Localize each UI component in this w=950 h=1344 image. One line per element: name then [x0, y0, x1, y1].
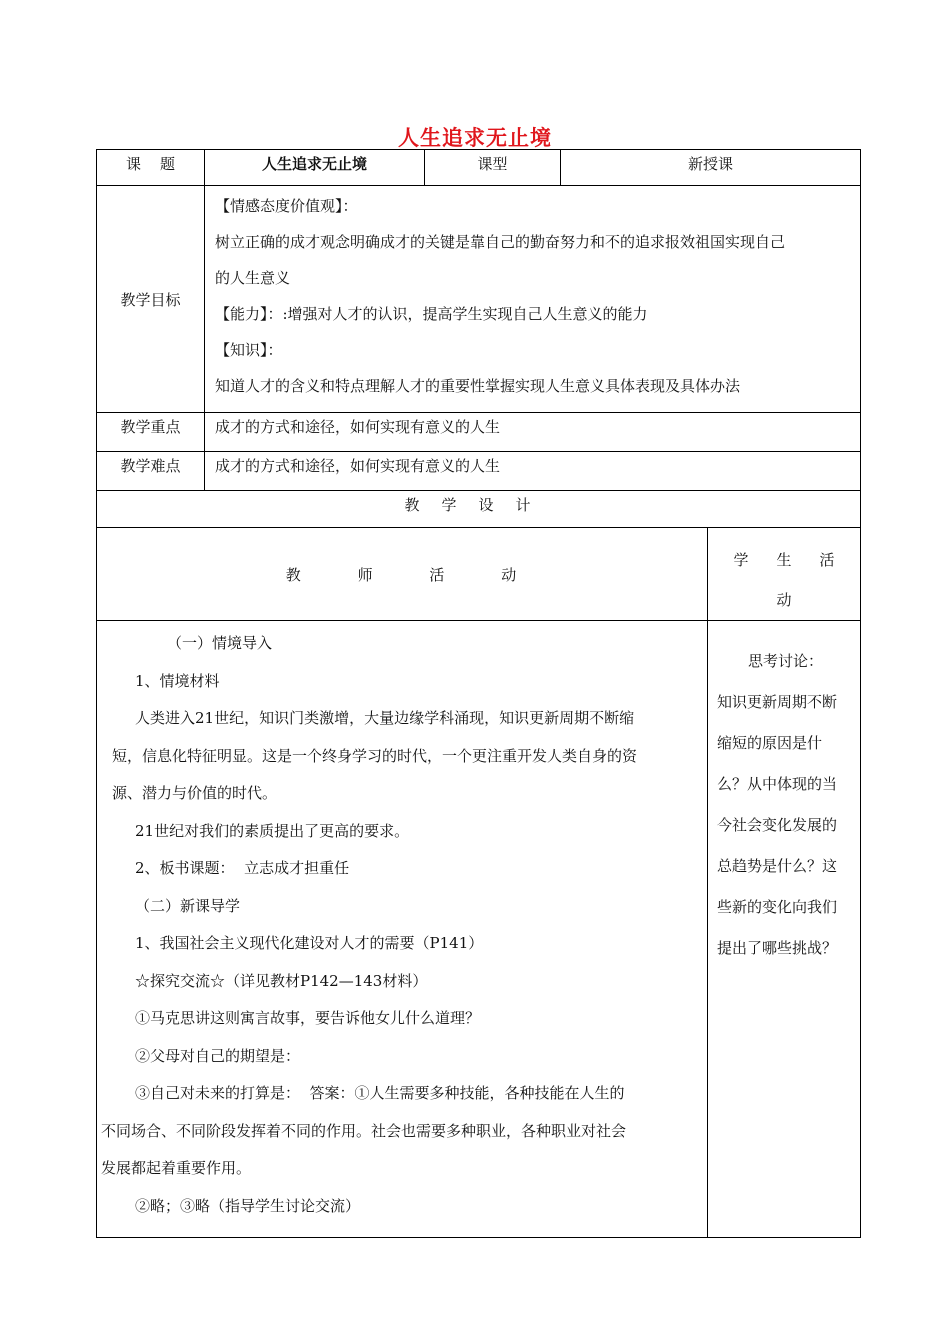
difficult-point-row [97, 452, 861, 491]
section-heading: （一）情境导入 [167, 634, 273, 652]
header-row [97, 150, 861, 186]
objective-line: 的人生意义 [215, 269, 291, 287]
objective-line: 树立正确的成才观念明确成才的关键是靠自己的勤奋努力和不的追求报效祖国实现自己 [215, 233, 786, 251]
student-line: 总趋势是什么？这 [717, 857, 838, 875]
design-heading-row [97, 491, 861, 528]
teacher-activity-heading [97, 528, 708, 621]
student-activity-heading [708, 528, 861, 621]
student-line: 么？从中体现的当 [717, 775, 838, 793]
activity-line: 1、情境材料 [135, 671, 220, 690]
key-point-text: 成才的方式和途径，如何实现有意义的人生 [205, 413, 861, 452]
topic-label: 课 题 [97, 150, 205, 186]
activity-line: 2、板书课题： 立志成才担重任 [135, 859, 350, 877]
heading-char: 活 [429, 565, 447, 584]
activity-line: 发展都起着重要作用。 [101, 1159, 252, 1177]
activity-line: 短，信息化特征明显。这是一个终身学习的时代，一个更注重开发人类自身的资 [112, 746, 638, 765]
student-line: 今社会变化发展的 [717, 816, 838, 834]
objectives-content [205, 186, 861, 413]
heading-char: 师 [357, 565, 375, 584]
activity-body-row [97, 621, 861, 1238]
activity-line: 1、我国社会主义现代化建设对人才的需要（P141） [135, 934, 484, 952]
activity-line: 人类进入21世纪，知识门类激增，大量边缘学科涌现，知识更新周期不断缩 [135, 709, 635, 727]
activity-line: ③自己对未来的打算是： 答案：①人生需要多种技能，各种技能在人生的 [135, 1084, 625, 1102]
heading-char: 学 [733, 551, 749, 569]
type-label: 课型 [425, 150, 561, 186]
student-activity-content [708, 621, 861, 1238]
topic-value: 人生追求无止境 [205, 150, 425, 186]
document-title: 人生追求无止境 [398, 126, 552, 150]
section-heading: （二）新课导学 [135, 896, 241, 915]
student-line: 思考讨论： [748, 652, 824, 670]
activity-line: ☆探究交流☆（详见教材P142—143材料） [135, 971, 428, 990]
lesson-plan-table [96, 149, 861, 1238]
activity-line: 不同场合、不同阶段发挥着不同的作用。社会也需要多种职业，各种职业对社会 [101, 1121, 627, 1140]
student-line: 知识更新周期不断 [717, 693, 838, 711]
student-line: 些新的变化向我们 [717, 898, 838, 916]
objective-line: 知道人才的含义和特点理解人才的重要性掌握实现人生意义具体表现及具体办法 [215, 377, 741, 395]
type-value: 新授课 [561, 150, 861, 186]
difficult-point-text: 成才的方式和途径，如何实现有意义的人生 [205, 452, 861, 491]
heading-char: 生 [776, 551, 792, 569]
activity-line: 源、潜力与价值的时代。 [112, 784, 278, 802]
difficult-point-label: 教学难点 [97, 452, 205, 491]
student-line: 缩短的原因是什 [717, 734, 823, 752]
activity-line: ②父母对自己的期望是： [135, 1046, 301, 1065]
design-heading: 教学设计 [97, 491, 861, 528]
teacher-activity-content [97, 621, 708, 1238]
activity-line: ①马克思讲这则寓言故事，要告诉他女儿什么道理？ [135, 1009, 481, 1027]
activity-line: 21世纪对我们的素质提出了更高的要求。 [135, 821, 410, 840]
activity-heading-row [97, 528, 861, 621]
objectives-label: 教学目标 [97, 186, 205, 413]
key-point-label: 教学重点 [97, 413, 205, 452]
activity-line: ②略；③略（指导学生讨论交流） [135, 1196, 361, 1215]
objectives-row [97, 186, 861, 413]
objective-line: 【能力】：:增强对人才的认识，提高学生实现自己人生意义的能力 [215, 305, 648, 323]
key-point-row [97, 413, 861, 452]
objective-line: 【情感态度价值观】： [215, 197, 358, 215]
student-line: 提出了哪些挑战？ [717, 939, 838, 957]
heading-char: 动 [776, 591, 792, 609]
heading-char: 教 [285, 565, 303, 584]
heading-char: 活 [819, 551, 835, 569]
objective-line: 【知识】： [215, 341, 283, 359]
heading-char: 动 [501, 565, 519, 584]
